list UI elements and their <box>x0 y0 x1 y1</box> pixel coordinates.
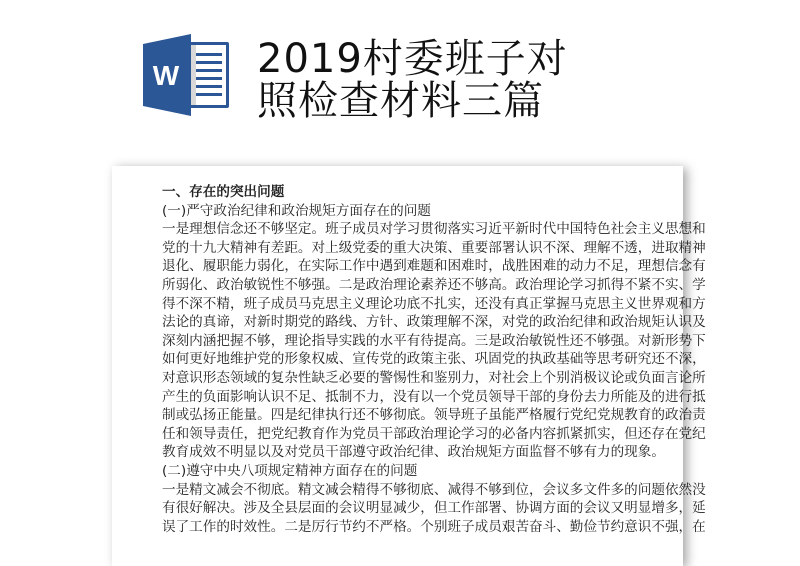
paragraph-line: 产生的负面影响认识不足、抵制不力，没有以一个党员领导干部的身份去力所能及的进行抵 <box>162 388 706 405</box>
paragraph-line: 教育成效不明显以及对党员干部遵守政治纪律、政治规矩方面监督不够有力的现象。 <box>162 444 665 461</box>
paragraph-line: 如何更好地维护党的形象权威、宣传党的政策主张、巩固党的执政基础等思考研究还不深， <box>162 351 706 368</box>
paragraph-line: 法论的真谛，对新时期党的路线、方针、政策理解不深，对党的政治纪律和政治规矩认识及 <box>162 314 706 331</box>
paragraph-line: 对意识形态领域的复杂性缺乏必要的警惕性和鉴别力，对社会上个别消极议论或负面言论所 <box>162 369 706 386</box>
paragraph-line: 任和领导责任，把党纪教育作为党员干部政治理论学习的必备内容抓紧抓实，但还存在党纪 <box>162 425 706 442</box>
paragraph-line: 制或弘扬正能量。四是纪律执行还不够彻底。领导班子虽能严格履行党纪党规教育的政治责 <box>162 407 706 424</box>
word-document-icon <box>143 34 233 116</box>
paragraph-line: 退化、履职能力弱化，在实际工作中遇到难题和困难时，战胜困难的动力不足，理想信念有 <box>162 258 706 275</box>
svg-text:W: W <box>152 60 180 91</box>
paragraph-line: 所弱化、政治敏锐性不够强。二是政治理论素养还不够高。政治理论学习抓得不紧不实、学 <box>162 276 706 293</box>
title-line-2: 照检查材料三篇 <box>257 78 544 124</box>
subsection-heading: (二)遵守中央八项规定精神方面存在的问题 <box>162 462 418 479</box>
document-title <box>257 38 568 122</box>
paragraph-line: 得不深不精，班子成员马克思主义理论功底不扎实，还没有真正掌握马克思主义世界观和方 <box>162 295 706 312</box>
paragraph-line: 深刻内涵把握不够，理论指导实践的水平有待提高。三是政治敏锐性还不够强。对新形势下 <box>162 332 706 349</box>
subsection-heading: (一)严守政治纪律和政治规矩方面存在的问题 <box>162 202 431 219</box>
section-heading: 一、存在的突出问题 <box>162 184 285 200</box>
paragraph-line: 有很好解决。涉及全县层面的会议明显减少，但工作部署、协调方面的会议又明显增多，延 <box>162 500 706 517</box>
paragraph-line: 一是精文减会不彻底。精文减会精得不够彻底、减得不够到位，会议多文件多的问题依然没 <box>162 481 706 498</box>
title-line-1: 2019村委班子对 <box>257 36 568 82</box>
paragraph-line: 党的十九大精神有差距。对上级党委的重大决策、重要部署认识不深、理解不透，进取精神 <box>162 239 706 256</box>
paragraph-line: 误了工作的时效性。二是厉行节约不严格。个别班子成员艰苦奋斗、勤俭节约意识不强，在 <box>162 518 706 535</box>
paragraph-line: 一是理想信念还不够坚定。班子成员对学习贯彻落实习近平新时代中国特色社会主义思想和 <box>162 221 706 238</box>
document-body <box>162 183 706 536</box>
